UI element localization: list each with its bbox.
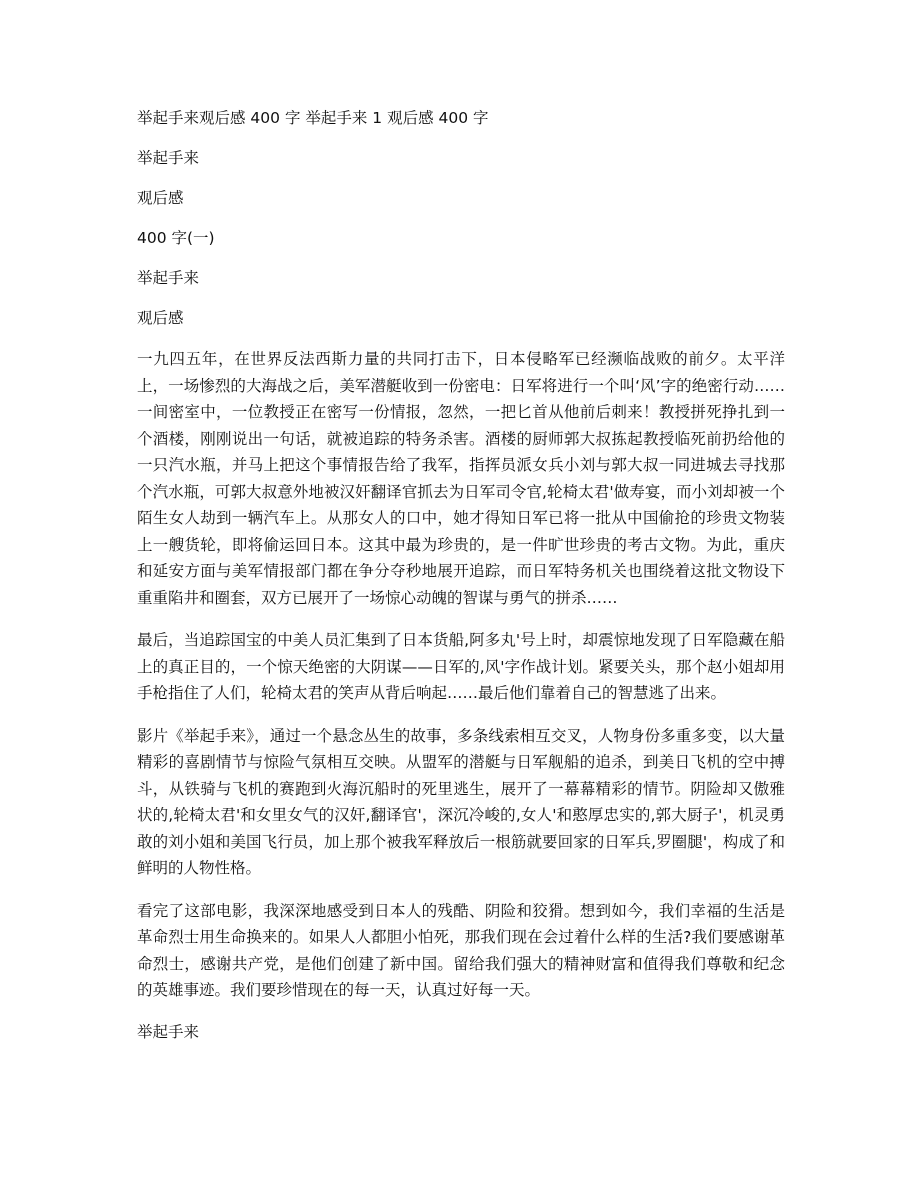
heading-review-2: 观后感 <box>137 309 184 327</box>
heading-word-count: 400 字(一) <box>137 229 215 247</box>
heading-movie-name-2: 举起手来 <box>137 269 200 287</box>
document-page <box>137 106 785 1060</box>
footer-heading: 举起手来 <box>137 1022 200 1041</box>
heading-movie-name: 举起手来 <box>137 149 200 167</box>
paragraph-ending: 最后，当追踪国宝的中美人员汇集到了日本货船,阿多丸'号上时，却震惊地发现了日军隐藏在船上的真正目的，一个惊天绝密的大阴谋——日军的,风'字作战计划。紧要关头，那个赵小姐却用手枪指住了人们，轮椅太君的笑声从背后响起……最后他们靠着自己的智慧逃了出来。 <box>137 631 785 702</box>
heading-review: 观后感 <box>137 189 184 207</box>
document-title: 举起手来观后感 400 字 举起手来 1 观后感 400 字 <box>137 109 489 127</box>
paragraph-analysis: 影片《举起手来》，通过一个悬念丛生的故事，多条线索相互交叉，人物身份多重多变，以大量精彩的喜剧情节与惊险气氛相互交映。从盟军的潜艇与日军舰船的追杀，到美日飞机的空中搏斗，从铁骑与飞机的赛跑到火海沉船时的死里逃生，展开了一幕幕精彩的情节。阴险却又傲雅状的,轮椅太君'和女里女气的汉奸,翻译官'，深沉冷峻的,女人'和憨厚忠实的,郭大厨子'，机灵勇敢的刘小姐和美国飞行员，加上那个被我军释放后一根筋就要回家的日军兵,罗圈腿'，构成了和鲜明的人物性格。 <box>137 726 785 877</box>
paragraph-plot: 一九四五年，在世界反法西斯力量的共同打击下，日本侵略军已经濒临战败的前夕。太平洋上，一场惨烈的大海战之后，美军潜艇收到一份密电：日军将进行一个叫‘风’字的绝密行动……一间密室中，一位教授正在密写一份情报，忽然，一把匕首从他前后刺来！教授拼死挣扎到一个酒楼，刚刚说出一句话，就被追踪的特务杀害。酒楼的厨师郭大叔拣起教授临死前扔给他的一只汽水瓶，并马上把这个事情报告给了我军，指挥员派女兵小刘与郭大叔一同进城去寻找那个汽水瓶，可郭大叔意外地被汉奸翻译官抓去为日军司令官,轮椅太君'做寿宴，而小刘却被一个陌生女人劫到一辆汽车上。从那女人的口中，她才得知日军已将一批从中国偷抢的珍贵文物装上一艘货轮，即将偷运回日本。这其中最为珍贵的，是一件旷世珍贵的考古文物。为此，重庆和延安方面与美军情报部门都在争分夺秒地展开追踪，而日军特务机关也围绕着这批文物设下重重陷井和圈套，双方已展开了一场惊心动魄的智谋与勇气的拼杀…… <box>137 350 785 607</box>
paragraph-reflection: 看完了这部电影，我深深地感受到日本人的残酷、阴险和狡猾。想到如今，我们幸福的生活是革命烈士用生命换来的。如果人人都胆小怕死，那我们现在会过着什么样的生活?我们要感谢革命烈士，感谢共产党，是他们创建了新中国。留给我们强大的精神财富和值得我们尊敬和纪念的英雄事迹。我们要珍惜现在的每一天，认真过好每一天。 <box>137 901 785 999</box>
